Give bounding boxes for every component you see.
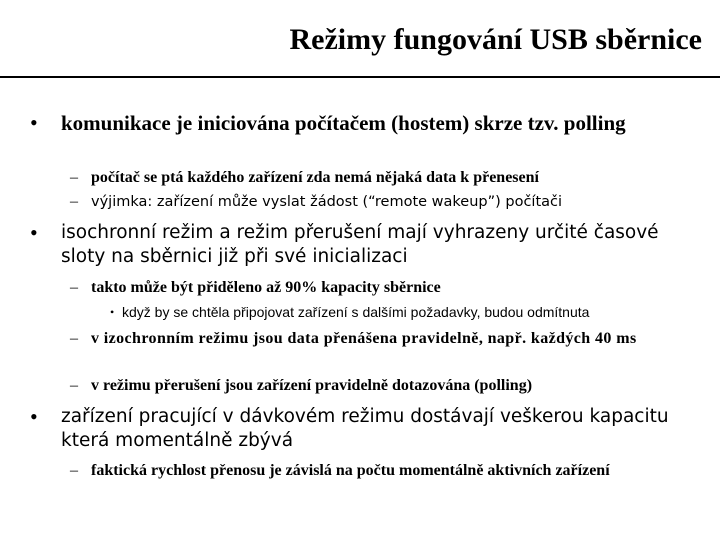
dash-marker: – xyxy=(70,193,78,210)
sub-bullet-item-2 xyxy=(70,192,701,212)
sub-sub-bullet-item-1 xyxy=(110,303,589,321)
bullet-marker: • xyxy=(30,404,38,429)
bullet-marker: • xyxy=(110,305,115,319)
sub-sub-bullet-text: když by se chtěla připojovat zařízení s dalšími požadavky, budou odmítnuta xyxy=(122,304,590,320)
bullet-text: komunikace je iniciována počítačem (hostem) skrze tzv. polling xyxy=(61,111,626,135)
dash-marker: – xyxy=(70,377,78,394)
sub-bullet-text: faktická rychlost přenosu je závislá na počtu momentálně aktivních zařízení xyxy=(91,462,610,479)
sub-bullet-item-1 xyxy=(70,168,701,188)
sub-bullet-text: takto může být přiděleno až 90% kapacity sběrnice xyxy=(91,279,441,296)
dash-marker: – xyxy=(70,330,78,347)
bullet-item-1 xyxy=(30,111,701,135)
bullet-text: zařízení pracující v dávkovém režimu dostávají veškerou kapacitu která momentálně zbývá xyxy=(61,406,669,451)
bullet-item-3 xyxy=(30,405,701,453)
sub-bullet-item-3 xyxy=(70,278,701,298)
sub-bullet-text: v izochronním režimu jsou data přenášena pravidelně, např. každých 40 ms xyxy=(91,330,637,347)
bullet-item-2 xyxy=(30,221,701,269)
sub-bullet-text: v režimu přerušení jsou zařízení pravidelně dotazována (polling) xyxy=(91,377,533,394)
bullet-marker: • xyxy=(30,110,38,135)
sub-bullet-text: výjimka: zařízení může vyslat žádost (“remote wakeup”) počítači xyxy=(91,194,563,210)
slide-title: Režimy fungování USB sběrnice xyxy=(289,23,702,56)
sub-bullet-item-4 xyxy=(70,329,701,349)
dash-marker: – xyxy=(70,462,78,479)
sub-bullet-item-6 xyxy=(70,461,701,481)
sub-bullet-item-5 xyxy=(70,376,701,396)
sub-bullet-text: počítač se ptá každého zařízení zda nemá nějaká data k přenesení xyxy=(91,169,539,186)
bullet-text: isochronní režim a režim přerušení mají vyhrazeny určité časové sloty na sběrnici již při své inicializaci xyxy=(61,222,659,267)
dash-marker: – xyxy=(70,279,78,296)
bullet-marker: • xyxy=(30,220,38,245)
title-divider xyxy=(0,76,720,78)
dash-marker: – xyxy=(70,169,78,186)
